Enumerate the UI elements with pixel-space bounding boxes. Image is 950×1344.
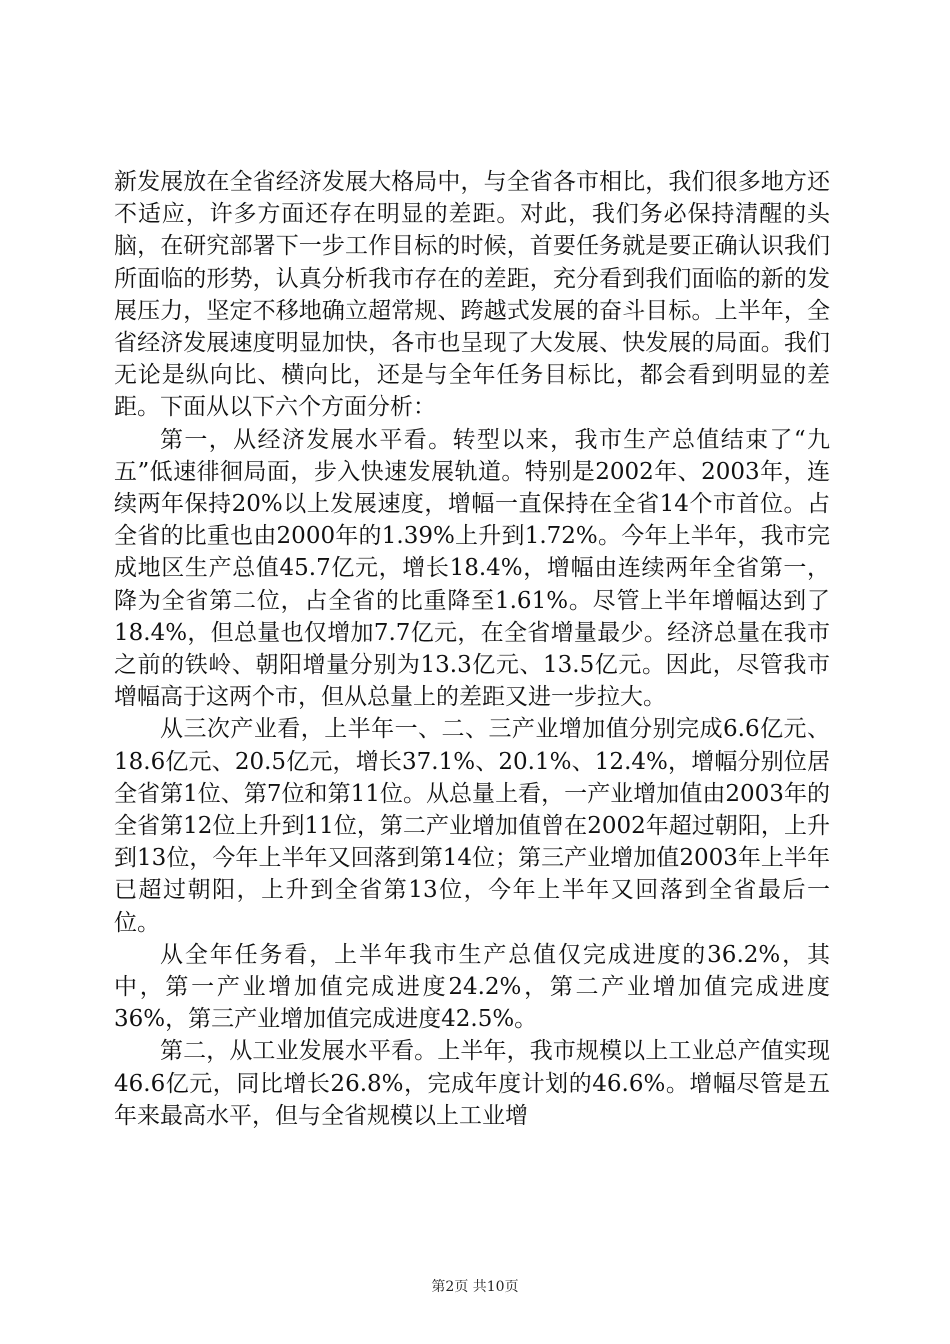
document-body	[114, 166, 830, 1132]
paragraph-intro: 新发展放在全省经济发展大格局中，与全省各市相比，我们很多地方还不适应，许多方面还存在明显的差距。对此，我们务必保持清醒的头脑，在研究部署下一步工作目标的时候，首要任务就是要正确认识我们所面临的形势，认真分析我市存在的差距，充分看到我们面临的新的发展压力，坚定不移地确立超常规、跨越式发展的奋斗目标。上半年，全省经济发展速度明显加快，各市也呈现了大发展、快发展的局面。我们无论是纵向比、横向比，还是与全年任务目标比，都会看到明显的差距。下面从以下六个方面分析：	[114, 169, 830, 421]
paragraph-economic-level: 第一，从经济发展水平看。转型以来，我市生产总值结束了“九五”低速徘徊局面，步入快速发展轨道。特别是2002年、2003年，连续两年保持20%以上发展速度，增幅一直保持在全省14个市首位。占全省的比重也由2000年的1.39%上升到1.72%。今年上半年，我市完成地区生产总值45.7亿元，增长18.4%，增幅由连续两年全省第一，降为全省第二位，占全省的比重降至1.61%。尽管上半年增幅达到了18.4%，但总量也仅增加7.7亿元，在全省增量最少。经济总量在我市之前的铁岭、朝阳增量分别为13.3亿元、13.5亿元。因此，尽管我市增幅高于这两个市，但从总量上的差距又进一步拉大。	[114, 426, 830, 711]
paragraph-three-industries: 从三次产业看，上半年一、二、三产业增加值分别完成6.6亿元、18.6亿元、20.5亿元，增长37.1%、20.1%、12.4%，增幅分别位居全省第1位、第7位和第11位。从总量上看，一产业增加值由2003年的全省第12位上升到11位，第二产业增加值曾在2002年超过朝阳，上升到13位，今年上半年又回落到第14位；第三产业增加值2003年上半年已超过朝阳，上升到全省第13位，今年上半年又回落到全省最后一位。	[114, 716, 830, 936]
page-footer: 第2页 共10页	[431, 1279, 519, 1295]
paragraph-industrial-level: 第二，从工业发展水平看。上半年，我市规模以上工业总产值实现46.6亿元，同比增长26.8%，完成年度计划的46.6%。增幅尽管是五年来最高水平，但与全省规模以上工业增	[114, 1038, 830, 1129]
paragraph-annual-task: 从全年任务看，上半年我市生产总值仅完成进度的36.2%，其中，第一产业增加值完成进度24.2%，第二产业增加值完成进度36%，第三产业增加值完成进度42.5%。	[114, 941, 830, 1033]
